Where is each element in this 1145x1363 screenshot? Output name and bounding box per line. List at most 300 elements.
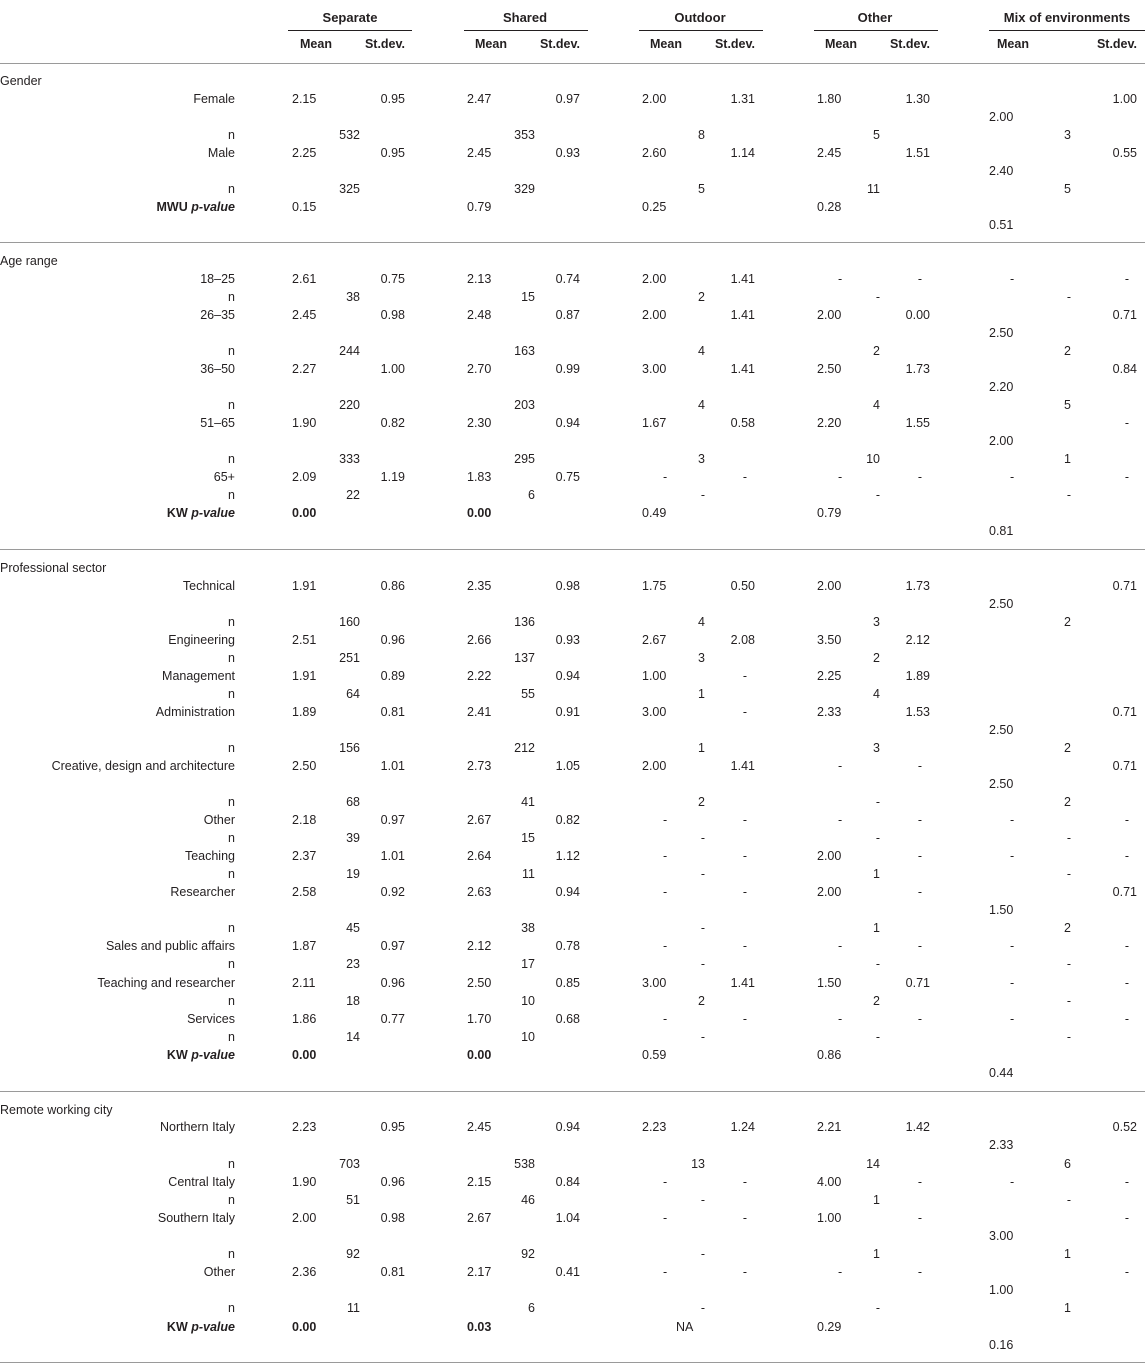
n-value: 1 — [1064, 452, 1071, 466]
sd-value: 1.41 — [730, 362, 755, 376]
n-value: 46 — [521, 1193, 535, 1207]
n-value: 6 — [1064, 1157, 1071, 1171]
n-value: 14 — [346, 1030, 360, 1044]
sd-value: 2.12 — [905, 633, 930, 647]
sd-value: - — [917, 759, 922, 773]
sd-value: - — [1124, 813, 1129, 827]
row-label — [0, 1211, 235, 1226]
row-label — [0, 849, 235, 864]
n-value: 3 — [873, 615, 880, 629]
n-value: - — [1066, 831, 1071, 845]
row-label-text: Southern Italy — [157, 1211, 235, 1225]
n-value: - — [700, 1030, 705, 1044]
sd-value: 1.19 — [380, 470, 405, 484]
n-value: 92 — [346, 1247, 360, 1261]
sd-value: 0.71 — [1112, 759, 1137, 773]
n-label — [0, 1030, 235, 1045]
row-label — [0, 272, 235, 287]
row-label-text: 26–35 — [200, 308, 235, 322]
p-value: 0.00 — [467, 1048, 492, 1062]
n-value: 3 — [698, 651, 705, 665]
p-value: 0.59 — [642, 1048, 667, 1062]
mean-value: 2.45 — [817, 146, 842, 160]
row-label-text: KW — [166, 1048, 188, 1062]
n-value: 353 — [514, 128, 535, 142]
mean-value: 1.00 — [642, 669, 667, 683]
row-label-text: n — [228, 957, 235, 971]
p-value-label — [0, 200, 235, 215]
mean-value: 2.30 — [467, 416, 492, 430]
sd-value: 1.41 — [730, 759, 755, 773]
n-value: 220 — [339, 398, 360, 412]
sd-value: 1.01 — [380, 849, 405, 863]
sd-value: 1.05 — [555, 759, 580, 773]
mean-value: 2.09 — [292, 470, 317, 484]
row-label-text: n — [228, 795, 235, 809]
n-value: 22 — [346, 488, 360, 502]
column-group-rule — [814, 30, 938, 31]
n-value: - — [700, 1193, 705, 1207]
n-value: 1 — [873, 1247, 880, 1261]
n-value: 6 — [528, 488, 535, 502]
n-value: 5 — [698, 182, 705, 196]
mean-value: 2.00 — [817, 308, 842, 322]
mean-value: 2.48 — [467, 308, 492, 322]
mean-value: - — [663, 885, 668, 899]
n-value: - — [875, 488, 880, 502]
mean-value: 2.50 — [989, 723, 1014, 737]
n-value: 160 — [339, 615, 360, 629]
n-value: 51 — [346, 1193, 360, 1207]
sd-value: 2.08 — [730, 633, 755, 647]
sd-value: - — [742, 939, 747, 953]
n-value: 2 — [873, 651, 880, 665]
n-value: 212 — [514, 741, 535, 755]
row-label-suffix: p-value — [191, 200, 235, 214]
p-value: 0.51 — [989, 218, 1014, 232]
n-value: - — [875, 290, 880, 304]
n-value: - — [700, 831, 705, 845]
mean-value: 2.33 — [817, 705, 842, 719]
sd-value: 1.04 — [555, 1211, 580, 1225]
n-label — [0, 1157, 235, 1172]
n-value: 3 — [1064, 128, 1071, 142]
sd-value: 1.31 — [730, 92, 755, 106]
n-value: 333 — [339, 452, 360, 466]
sd-value: - — [917, 470, 922, 484]
mean-value: - — [1010, 976, 1015, 990]
mean-value: 2.36 — [292, 1265, 317, 1279]
mean-value: 2.66 — [467, 633, 492, 647]
sd-value: 0.41 — [555, 1265, 580, 1279]
p-value: 0.00 — [292, 1048, 317, 1062]
mean-value: - — [1010, 272, 1015, 286]
row-label — [0, 308, 235, 323]
sd-value: 0.84 — [1112, 362, 1137, 376]
row-label-text: Administration — [155, 705, 235, 719]
p-value: 0.00 — [292, 1320, 317, 1334]
n-value: 11 — [347, 1301, 360, 1315]
n-value: 5 — [873, 128, 880, 142]
mean-value: 1.75 — [642, 579, 667, 593]
mean-value: 1.90 — [292, 1175, 317, 1189]
sd-value: - — [742, 885, 747, 899]
sd-value: 0.52 — [1112, 1120, 1137, 1134]
row-label-text: n — [228, 994, 235, 1008]
p-value: 0.00 — [467, 506, 492, 520]
n-value: - — [700, 1247, 705, 1261]
row-label-text: n — [228, 182, 235, 196]
n-label — [0, 741, 235, 756]
row-label — [0, 705, 235, 720]
mean-column-header: Mean — [997, 37, 1029, 51]
row-label-text: Northern Italy — [159, 1120, 235, 1134]
mean-column-header: Mean — [475, 37, 507, 51]
mean-value: 2.11 — [292, 976, 316, 990]
n-value: 10 — [866, 452, 880, 466]
n-value: 203 — [514, 398, 535, 412]
row-label — [0, 1265, 235, 1280]
n-value: 45 — [346, 921, 360, 935]
column-group-header: Outdoor — [674, 10, 726, 25]
row-label-text: n — [228, 687, 235, 701]
mean-value: 2.23 — [642, 1120, 667, 1134]
n-value: - — [875, 1301, 880, 1315]
mean-value: 1.90 — [292, 416, 317, 430]
row-label-text: n — [228, 1030, 235, 1044]
row-label-text: Researcher — [170, 885, 235, 899]
sd-value: 1.14 — [730, 146, 755, 160]
n-value: 1 — [1064, 1247, 1071, 1261]
mean-value: 2.20 — [817, 416, 842, 430]
row-label — [0, 92, 235, 107]
row-label-text: KW — [166, 1320, 188, 1334]
n-value: 18 — [346, 994, 360, 1008]
mean-value: 2.25 — [292, 146, 317, 160]
n-value: 2 — [1064, 795, 1071, 809]
row-label-text: n — [228, 344, 235, 358]
n-value: 14 — [866, 1157, 880, 1171]
section-divider — [0, 1091, 1145, 1092]
column-group-rule — [288, 30, 412, 31]
row-label — [0, 759, 235, 774]
n-value: 55 — [521, 687, 535, 701]
n-value: 2 — [1064, 344, 1071, 358]
n-value: 13 — [691, 1157, 705, 1171]
n-value: 703 — [339, 1157, 360, 1171]
mean-column-header: Mean — [825, 37, 857, 51]
sd-value: 1.42 — [905, 1120, 930, 1134]
p-value: 0.29 — [817, 1320, 842, 1334]
n-value: 3 — [873, 741, 880, 755]
sd-value: - — [1124, 976, 1129, 990]
n-value: 4 — [873, 398, 880, 412]
n-value: 39 — [346, 831, 360, 845]
n-value: - — [1066, 1030, 1071, 1044]
sd-value: - — [1124, 1012, 1129, 1026]
p-value: 0.81 — [989, 524, 1014, 538]
mean-value: 3.00 — [642, 976, 667, 990]
row-label-text: Creative, design and architecture — [51, 759, 235, 773]
sd-value: 0.74 — [555, 272, 580, 286]
n-value: 325 — [339, 182, 360, 196]
row-label-text: n — [228, 452, 235, 466]
n-value: - — [875, 831, 880, 845]
n-value: 11 — [867, 182, 880, 196]
row-label-text: n — [228, 921, 235, 935]
p-value: 0.79 — [467, 200, 492, 214]
sd-value: 0.94 — [555, 416, 580, 430]
mean-value: 2.00 — [642, 308, 667, 322]
n-value: 1 — [873, 921, 880, 935]
n-value: 2 — [1064, 741, 1071, 755]
sd-value: 0.86 — [380, 579, 405, 593]
n-value: 2 — [1064, 921, 1071, 935]
sd-value: - — [917, 272, 922, 286]
n-value: - — [1066, 867, 1071, 881]
mean-value: 1.00 — [817, 1211, 842, 1225]
row-label-text: Management — [162, 669, 235, 683]
sd-value: - — [917, 939, 922, 953]
n-value: - — [875, 1030, 880, 1044]
mean-value: - — [838, 1265, 843, 1279]
row-label-text: Other — [203, 1265, 235, 1279]
n-value: 2 — [698, 290, 705, 304]
sd-value: 0.58 — [730, 416, 755, 430]
mean-value: - — [838, 813, 843, 827]
sd-value: 0.75 — [555, 470, 580, 484]
p-value-label — [0, 506, 235, 521]
mean-value: - — [663, 1012, 668, 1026]
n-value: 538 — [514, 1157, 535, 1171]
mean-value: 2.67 — [467, 1211, 492, 1225]
sd-value: 0.96 — [380, 1175, 405, 1189]
mean-value: 2.70 — [467, 362, 492, 376]
mean-value: 2.00 — [989, 110, 1014, 124]
sd-value: - — [742, 849, 747, 863]
row-label-text: n — [228, 1193, 235, 1207]
mean-value: - — [1010, 1012, 1015, 1026]
row-label-text: 18–25 — [200, 272, 235, 286]
mean-value: 2.67 — [467, 813, 492, 827]
row-label-text: Services — [187, 1012, 235, 1026]
mean-value: - — [838, 1012, 843, 1026]
sd-value: - — [1124, 1211, 1129, 1225]
sd-value: 0.96 — [380, 633, 405, 647]
p-value-label — [0, 1320, 235, 1335]
sd-value: 0.87 — [555, 308, 580, 322]
row-label-text: KW — [166, 506, 188, 520]
n-value: - — [875, 957, 880, 971]
row-label-text: 65+ — [213, 470, 235, 484]
n-label — [0, 344, 235, 359]
n-label — [0, 867, 235, 882]
mean-value: 2.40 — [989, 164, 1014, 178]
mean-value: 3.00 — [989, 1229, 1014, 1243]
sd-value: 1.12 — [555, 849, 580, 863]
n-value: 8 — [698, 128, 705, 142]
row-label-text: Teaching — [184, 849, 235, 863]
n-value: 1 — [1064, 1301, 1071, 1315]
mean-value: 3.00 — [642, 362, 667, 376]
column-group-header: Other — [857, 10, 893, 25]
row-label — [0, 976, 235, 991]
p-value: 0.44 — [989, 1066, 1014, 1080]
n-value: 244 — [339, 344, 360, 358]
row-label-text: MWU — [156, 200, 188, 214]
row-label — [0, 146, 235, 161]
n-value: 41 — [521, 795, 535, 809]
mean-value: 2.58 — [292, 885, 317, 899]
sd-column-header: St.dev. — [364, 37, 405, 51]
n-value: 17 — [521, 957, 535, 971]
sd-value: 1.53 — [905, 705, 930, 719]
sd-value: 0.50 — [730, 579, 755, 593]
n-label — [0, 957, 235, 972]
mean-value: 1.83 — [467, 470, 492, 484]
n-value: - — [1066, 1193, 1071, 1207]
sd-value: 0.82 — [380, 416, 405, 430]
section-title: Age range — [0, 254, 58, 268]
row-label-text: n — [228, 741, 235, 755]
n-value: 15 — [521, 290, 535, 304]
row-label — [0, 470, 235, 485]
row-label — [0, 939, 235, 954]
sd-value: 1.89 — [905, 669, 930, 683]
sd-value: 0.85 — [555, 976, 580, 990]
sd-value: 0.98 — [555, 579, 580, 593]
mean-value: 2.00 — [817, 849, 842, 863]
sd-value: - — [917, 1265, 922, 1279]
mean-value: 1.50 — [817, 976, 842, 990]
sd-value: 1.51 — [905, 146, 930, 160]
n-value: 2 — [1064, 615, 1071, 629]
sd-value: 0.94 — [555, 885, 580, 899]
mean-value: 2.47 — [467, 92, 492, 106]
n-value: 4 — [698, 344, 705, 358]
n-value: 1 — [698, 741, 705, 755]
n-label — [0, 488, 235, 503]
mean-value: 1.87 — [292, 939, 317, 953]
n-value: 23 — [346, 957, 360, 971]
mean-value: 2.41 — [467, 705, 492, 719]
row-label — [0, 669, 235, 684]
mean-value: 2.51 — [292, 633, 317, 647]
n-value: 68 — [346, 795, 360, 809]
row-label-text: n — [228, 128, 235, 142]
sd-value: 0.84 — [555, 1175, 580, 1189]
sd-value: 0.81 — [380, 1265, 405, 1279]
sd-column-header: St.dev. — [539, 37, 580, 51]
section-divider — [0, 63, 1145, 64]
mean-value: 2.15 — [467, 1175, 492, 1189]
mean-value: - — [1010, 813, 1015, 827]
n-value: - — [700, 867, 705, 881]
mean-value: - — [663, 1175, 668, 1189]
mean-value: 2.45 — [292, 308, 317, 322]
mean-value: - — [1010, 1175, 1015, 1189]
row-label — [0, 813, 235, 828]
column-group-header: Mix of environments — [1003, 10, 1131, 25]
sd-column-header: St.dev. — [889, 37, 930, 51]
column-group-rule — [989, 30, 1145, 31]
mean-value: 1.70 — [467, 1012, 492, 1026]
row-label-text: n — [228, 831, 235, 845]
sd-value: 0.81 — [380, 705, 405, 719]
row-label-text: Other — [203, 813, 235, 827]
sd-value: 0.98 — [380, 1211, 405, 1225]
mean-value: 2.50 — [467, 976, 492, 990]
mean-value: - — [1010, 849, 1015, 863]
row-label-text: n — [228, 651, 235, 665]
row-label-text: n — [228, 488, 235, 502]
n-value: 10 — [521, 994, 535, 1008]
n-value: 64 — [346, 687, 360, 701]
sd-value: 0.82 — [555, 813, 580, 827]
mean-value: - — [663, 470, 668, 484]
mean-value: 2.17 — [467, 1265, 492, 1279]
sd-value: - — [742, 1211, 747, 1225]
n-label — [0, 687, 235, 702]
row-label — [0, 579, 235, 594]
sd-value: 0.78 — [555, 939, 580, 953]
n-value: 38 — [346, 290, 360, 304]
sd-value: 0.77 — [380, 1012, 405, 1026]
mean-value: - — [663, 1211, 668, 1225]
sd-value: - — [917, 1012, 922, 1026]
mean-value: 2.00 — [817, 579, 842, 593]
row-label — [0, 633, 235, 648]
n-value: 1 — [873, 1193, 880, 1207]
n-label — [0, 1301, 235, 1316]
sd-value: 0.93 — [555, 146, 580, 160]
n-value: - — [700, 957, 705, 971]
mean-value: 2.45 — [467, 146, 492, 160]
sd-value: - — [917, 885, 922, 899]
n-value: 10 — [521, 1030, 535, 1044]
sd-value: 1.01 — [380, 759, 405, 773]
mean-value: 2.12 — [467, 939, 492, 953]
row-label-text: Central Italy — [168, 1175, 235, 1189]
n-label — [0, 452, 235, 467]
row-label-text: n — [228, 290, 235, 304]
sd-value: - — [1124, 939, 1129, 953]
mean-value: 2.00 — [642, 759, 667, 773]
sd-value: - — [742, 1175, 747, 1189]
p-value: 0.79 — [817, 506, 842, 520]
mean-value: 2.60 — [642, 146, 667, 160]
sd-value: - — [917, 1211, 922, 1225]
n-label — [0, 1193, 235, 1208]
row-label-text: n — [228, 867, 235, 881]
mean-value: - — [663, 1265, 668, 1279]
sd-value: 1.24 — [730, 1120, 755, 1134]
sd-value: - — [1124, 849, 1129, 863]
sd-value: 0.99 — [555, 362, 580, 376]
n-label — [0, 921, 235, 936]
row-label — [0, 1175, 235, 1190]
mean-value: - — [1010, 939, 1015, 953]
sd-value: - — [1124, 1175, 1129, 1189]
n-value: 92 — [521, 1247, 535, 1261]
mean-value: 4.00 — [817, 1175, 842, 1189]
sd-value: 0.98 — [380, 308, 405, 322]
n-value: 251 — [339, 651, 360, 665]
sd-value: - — [742, 470, 747, 484]
n-value: 1 — [873, 867, 880, 881]
mean-value: 2.67 — [642, 633, 667, 647]
row-label-suffix: p-value — [191, 1320, 235, 1334]
